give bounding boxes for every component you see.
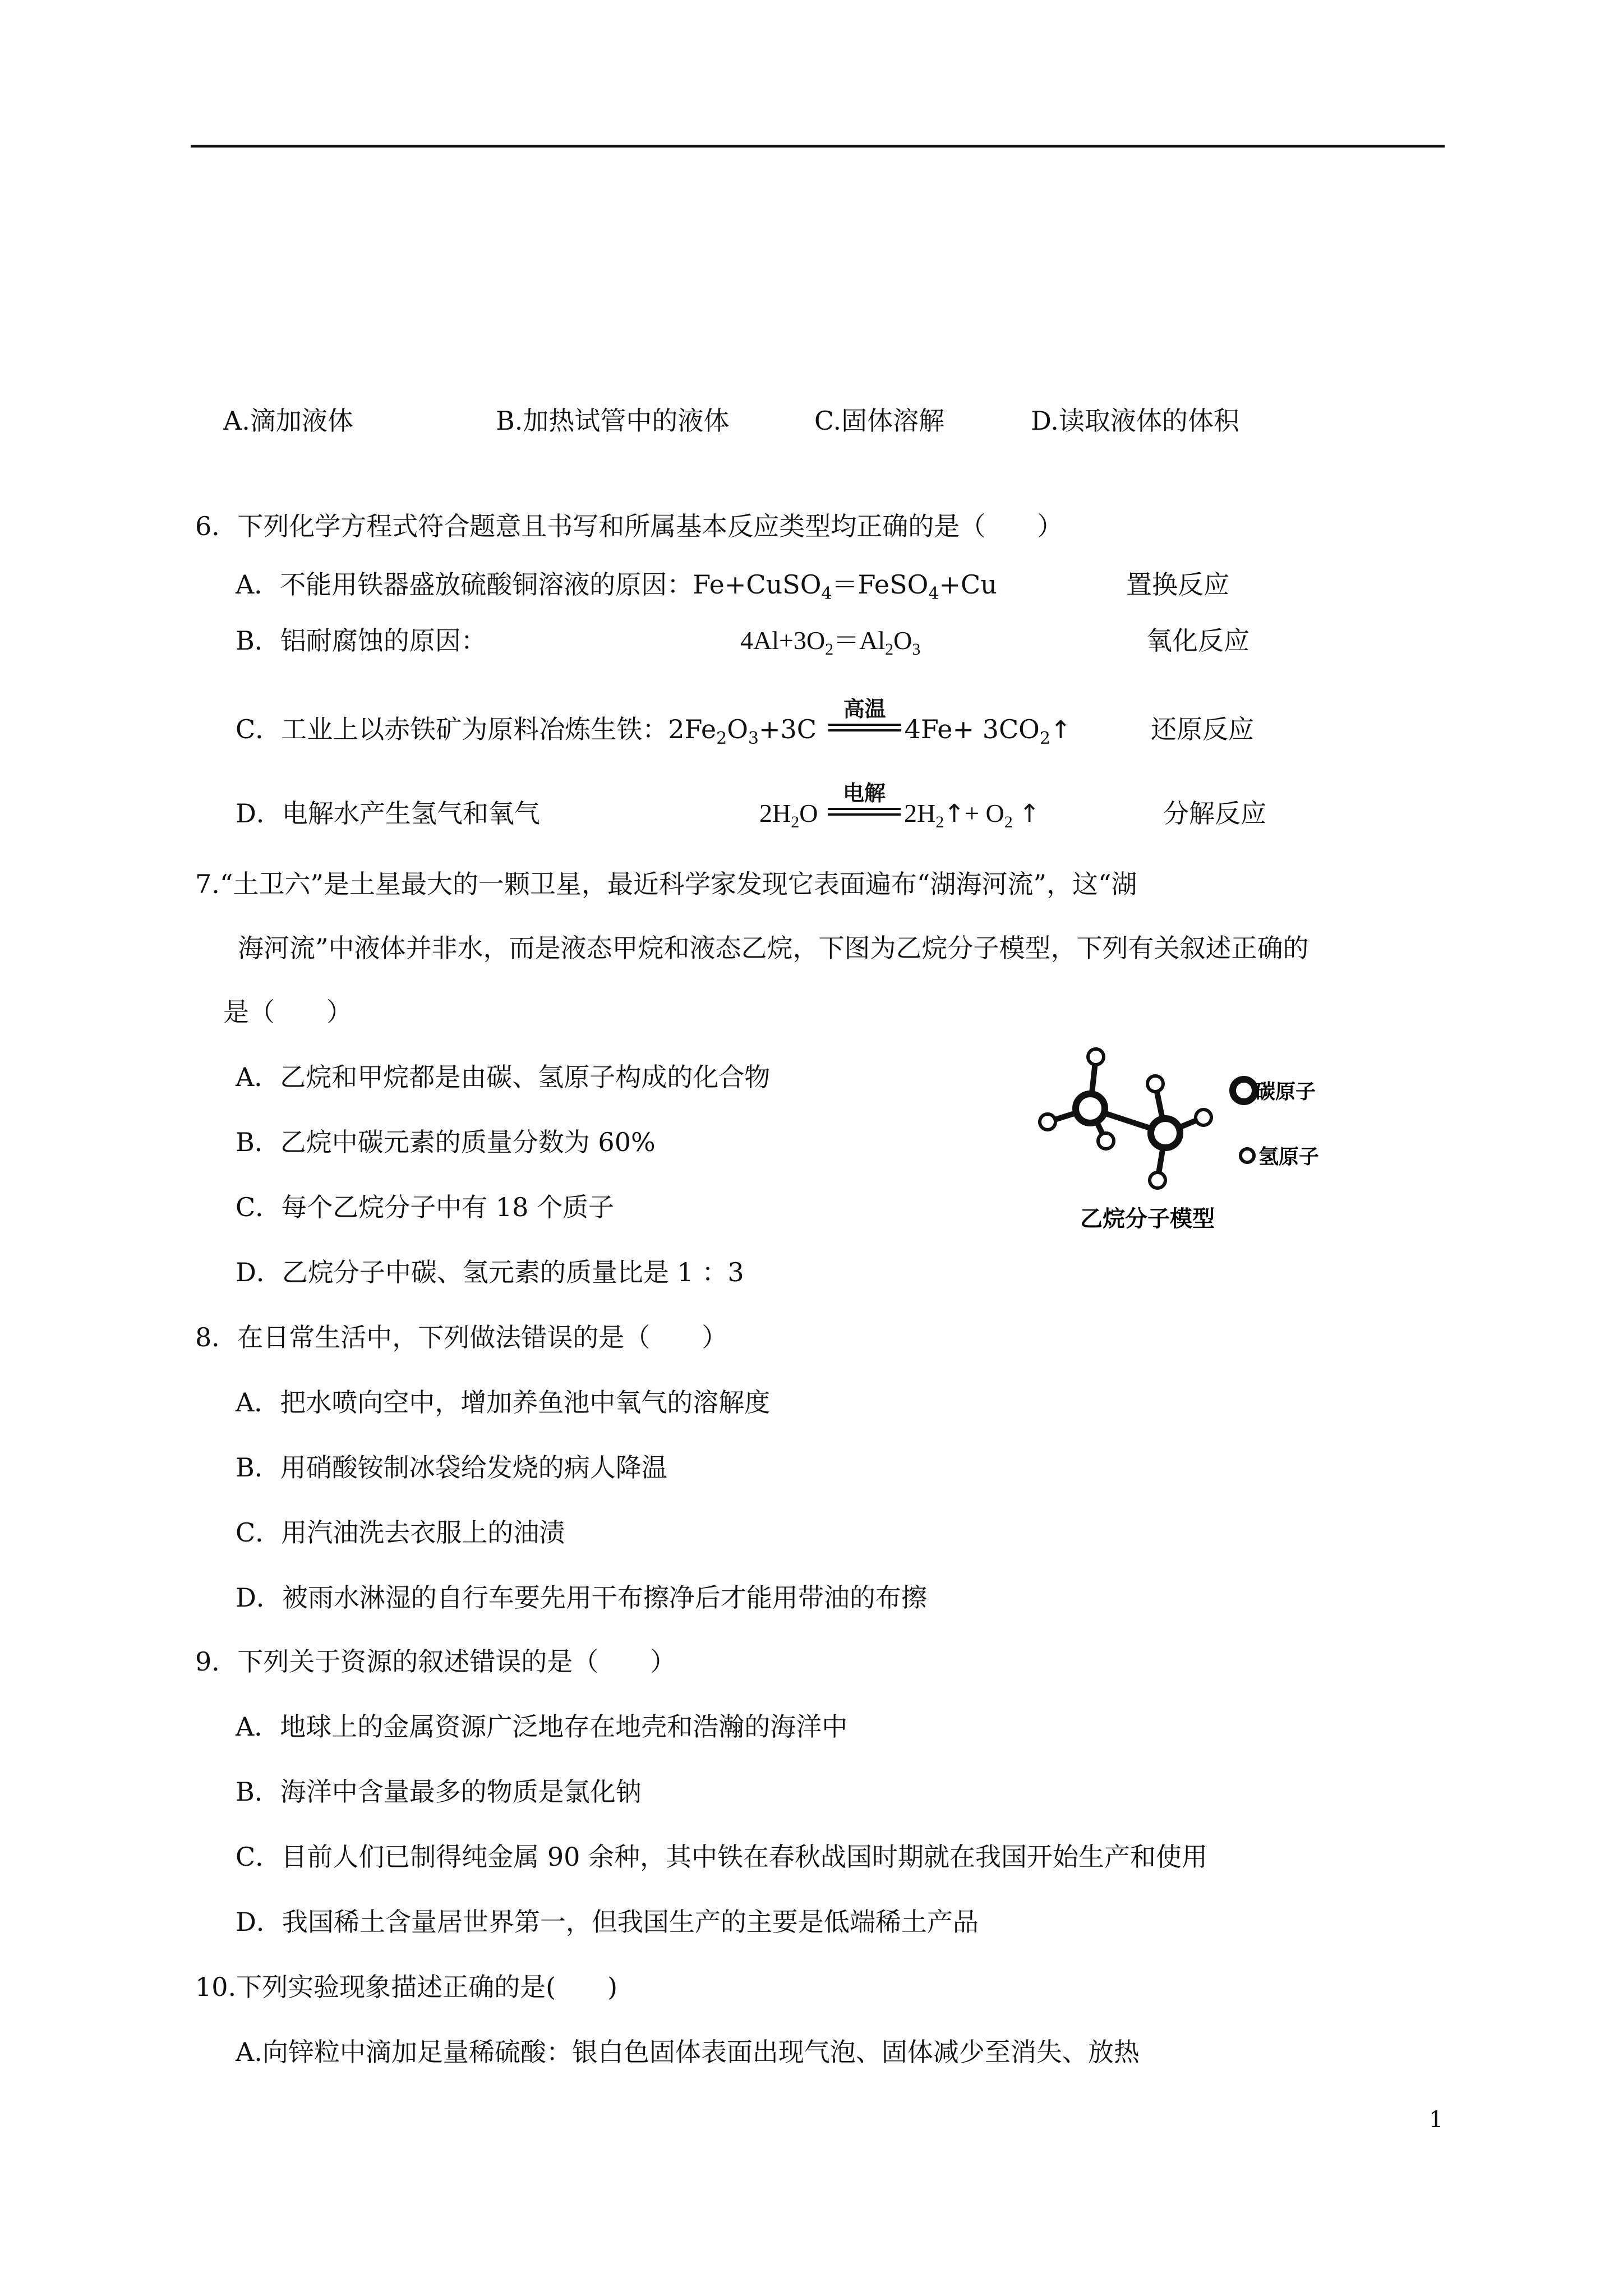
q6-stem: 6．下列化学方程式符合题意且书写和所属基本反应类型均正确的是（ ） — [195, 511, 1063, 541]
q6-option-b: B．铝耐腐蚀的原因： — [236, 625, 487, 656]
q5-option-d: D.读取液体的体积 — [1031, 406, 1239, 436]
q8-stem: 8．在日常生活中，下列做法错误的是（ ） — [195, 1322, 728, 1352]
q5-option-a: A.滴加液体 — [223, 406, 353, 436]
q8-option-c: C．用汽油洗去衣服上的油渍 — [236, 1517, 565, 1548]
q9-option-a: A．地球上的金属资源广泛地存在地壳和浩瀚的海洋中 — [236, 1711, 848, 1742]
q10-option-a: A.向锌粒中滴加足量稀硫酸：银白色固体表面出现气泡、固体减少至消失、放热 — [236, 2037, 1140, 2067]
q8-option-b: B．用硝酸铵制冰袋给发烧的病人降温 — [236, 1452, 667, 1483]
q6-option-c-type: 还原反应 — [1151, 714, 1254, 744]
gas-arrow-icon: ↑ — [1050, 716, 1071, 744]
q7-option-a: A．乙烷和甲烷都是由碳、氢原子构成的化合物 — [236, 1062, 771, 1092]
q6-option-b-equation: $4Al+3O_2=Al_2O_3$ — [740, 626, 921, 659]
q5-option-c: C.固体溶解 — [814, 406, 945, 436]
q10-stem: 10.下列实验现象描述正确的是( ) — [195, 1972, 618, 2002]
q8-option-a: A．把水喷向空中，增加养鱼池中氧气的溶解度 — [236, 1387, 771, 1418]
hydrogen-legend-label: 氢原子 — [1258, 1145, 1320, 1168]
q6-option-a-type: 置换反应 — [1126, 569, 1229, 600]
q6-option-d-type: 分解反应 — [1163, 798, 1266, 829]
carbon-legend-label: 碳原子 — [1255, 1080, 1316, 1103]
q7-option-d: D．乙烷分子中碳、氢元素的质量比是 1 ：3 — [236, 1257, 744, 1287]
page-number: 1 — [1429, 2107, 1444, 2133]
ethane-molecule-model — [1031, 1038, 1345, 1240]
molecule-caption: 乙烷分子模型 — [1080, 1206, 1215, 1232]
q5-option-b: B.加热试管中的液体 — [496, 406, 730, 436]
gas-arrow-icon: ↑ — [1019, 799, 1040, 828]
q9-option-b: B．海洋中含量最多的物质是氯化钠 — [236, 1777, 642, 1807]
high-temperature-condition: 高温 — [828, 715, 901, 748]
q9-stem: 9．下列关于资源的叙述错误的是（ ） — [195, 1646, 676, 1677]
q6-option-c: C．工业上以赤铁矿为原料冶炼生铁：$2Fe_2O_3+3C$ 高温 $4Fe+ 3CO_2↑$ — [236, 697, 1071, 748]
gas-arrow-icon: ↑ — [944, 799, 965, 828]
q6-option-b-type: 氧化反应 — [1146, 625, 1249, 656]
q6-option-d: D．电解水产生氢气和氧气 — [236, 798, 540, 829]
carbon-legend-icon — [1233, 1079, 1255, 1102]
q7-option-c: C．每个乙烷分子中有 18 个质子 — [236, 1192, 614, 1222]
q7-stem-line3: 是（ ） — [223, 997, 352, 1027]
q7-stem-line1: 7.“土卫六”是土星最大的一颗卫星，最近科学家发现它表面遍布“湖海河流”，这“湖 — [195, 869, 1137, 899]
hydrogen-legend-icon — [1241, 1149, 1254, 1162]
electrolysis-condition: 电解 — [828, 799, 901, 832]
q6-option-a: A．不能用铁器盛放硫酸铜溶液的原因：Fe+CuSO$_4$＝FeSO$_4$+Cu — [236, 569, 997, 604]
q9-option-c: C．目前人们已制得纯金属 90 余种，其中铁在春秋战国时期就在我国开始生产和使用 — [236, 1842, 1207, 1872]
header-rule — [191, 145, 1445, 148]
q7-stem-line2: 海河流”中液体并非水，而是液态甲烷和液态乙烷，下图为乙烷分子模型，下列有关叙述正确的 — [238, 933, 1309, 963]
q7-option-b: B．乙烷中碳元素的质量分数为 60% — [236, 1127, 656, 1157]
q9-option-d: D．我国稀土含量居世界第一，但我国生产的主要是低端稀土产品 — [236, 1907, 979, 1937]
q6-option-d-equation: $2H_2O$ 电解 $2H_2↑+ O_2$ ↑ — [759, 797, 1040, 832]
q8-option-d: D．被雨水淋湿的自行车要先用干布擦净后才能用带油的布擦 — [236, 1582, 927, 1613]
